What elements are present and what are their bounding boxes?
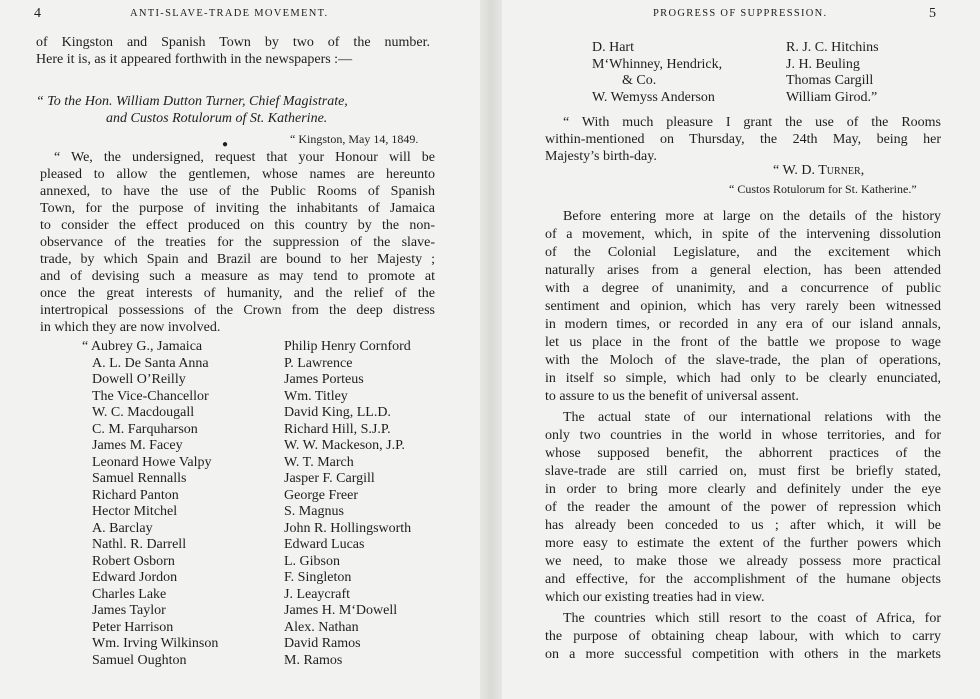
paragraph-line: has already been conceded to us ; after which, it will be <box>545 518 941 533</box>
signatory-name: W. C. Macdougall <box>92 405 195 420</box>
petition-line: pleased to allow the gentlemen, whose names are hereunto <box>40 167 435 182</box>
paragraph-line: the purpose of obtaining cheap labour, with which to carry <box>545 629 941 644</box>
signatory-name: Thomas Cargill <box>786 73 874 88</box>
paragraph-line: in itself so simple, which had only to be clearly enunciated, <box>545 371 941 386</box>
paragraph-line: naturally arises from a general election, has been attended <box>545 263 941 278</box>
text-line: of Kingston and Spanish Town by two of the number. <box>36 35 430 50</box>
signatory-name: William Girod.” <box>786 89 878 105</box>
signatory-name: Wm. Irving Wilkinson <box>92 636 219 651</box>
petition-line: in which they are now involved. <box>40 320 221 335</box>
text-line: Here it is, as it appeared forthwith in the newspapers :— <box>36 52 353 67</box>
signatory-name: Edward Jordon <box>92 570 178 585</box>
paragraph-line: sentiment and opinion, which has very rarely been witnessed <box>545 299 941 314</box>
signatory-name: D. Hart <box>592 40 634 55</box>
paragraph-line: only two countries in the world in whose territories, and for <box>545 428 941 443</box>
running-head: ANTI-SLAVE-TRADE MOVEMENT. <box>130 8 329 19</box>
reply-signature: “ W. D. Turner, <box>773 163 865 178</box>
paragraph-line: in order to bring more clearly and definitely under the eye <box>545 482 941 497</box>
signatory-name: M. Ramos <box>284 652 343 668</box>
signatory-name: George Freer <box>284 487 358 503</box>
signatory-name: Samuel Oughton <box>92 652 187 668</box>
paragraph-line: The countries which still resort to the coast of Africa, for <box>563 611 941 626</box>
petition-line: once the great interests of humanity, and the relief of the <box>40 286 435 301</box>
address-line: “ To the Hon. William Dutton Turner, Chief Magistrate, <box>36 94 348 109</box>
signatory-name: Dowell O’Reilly <box>92 372 186 387</box>
paragraph-line: with the Moloch of the slave-trade, the plan of operations, <box>545 353 941 368</box>
petition-line: and of devising such a measure as may tend to promote at <box>40 269 435 284</box>
book-gutter <box>480 0 502 699</box>
signatory-name: Robert Osborn <box>92 553 175 569</box>
decorative-mark: ● <box>222 139 229 150</box>
running-head: PROGRESS OF SUPPRESSION. <box>653 8 828 19</box>
signatory-name: A. L. De Santa Anna <box>92 355 209 371</box>
paragraph-line: let us place in the front of the battle we propose to wage <box>545 335 941 350</box>
signatory-name: Nathl. R. Darrell <box>92 537 187 552</box>
signatory-name: F. Singleton <box>284 570 352 585</box>
signatory-name: David Ramos <box>284 636 361 651</box>
signatory-name: Edward Lucas <box>284 537 365 552</box>
paragraph-line: more easy to estimate the extent of the further powers which <box>545 536 941 551</box>
reply-title: “ Custos Rotulorum for St. Katherine.” <box>729 182 917 196</box>
signatory-name: Alex. Nathan <box>284 619 359 635</box>
paragraph-line: of a movement, which, in spite of the intervening dissolution <box>545 227 941 242</box>
paragraph-line: we need, to make those we already possess more practical <box>545 554 941 569</box>
right-page <box>505 0 980 699</box>
signatory-name: Richard Hill, S.J.P. <box>284 421 391 437</box>
signatory-name: James H. M‘Dowell <box>284 603 398 618</box>
signatory-name: W. Wemyss Anderson <box>592 89 715 105</box>
signatory-name: Charles Lake <box>92 586 167 602</box>
petition-line: to consider the effect produced on this country by the non- <box>40 218 435 233</box>
petition-line: observance of the treaties for the suppression of the slave- <box>40 235 435 250</box>
signatory-name: Philip Henry Cornford <box>284 339 411 354</box>
paragraph-line: and effective, for the accomplishment of the humane objects <box>545 572 941 587</box>
signatory-name: Peter Harrison <box>92 619 174 635</box>
signatory-name: Samuel Rennalls <box>92 471 187 486</box>
signatory-name: W. T. March <box>284 454 354 470</box>
petition-line: “ We, the undersigned, request that your Honour will be <box>54 150 435 165</box>
signatory-name: L. Gibson <box>284 553 340 569</box>
signatory-name: David King, LL.D. <box>284 405 391 420</box>
reply-line: within-mentioned on Thursday, the 24th May, being her <box>545 132 941 147</box>
reply-line: Majesty’s birth-day. <box>545 149 657 164</box>
left-page <box>0 0 475 699</box>
signatory-name: A. Barclay <box>92 520 153 536</box>
page-number: 4 <box>34 6 41 21</box>
signatory-name: C. M. Farquharson <box>92 421 198 437</box>
dateline: “ Kingston, May 14, 1849. <box>290 132 419 146</box>
signatory-name: & Co. <box>622 73 657 88</box>
paragraph-line: of the reader the amount of the power of repression which <box>545 500 941 515</box>
paragraph-line: with a degree of unanimity, and a concurrence of public <box>545 281 941 296</box>
signatory-name: “ Aubrey G., Jamaica <box>82 339 203 354</box>
page-number: 5 <box>929 6 936 21</box>
signatory-name: Wm. Titley <box>284 388 348 404</box>
signatory-name: Jasper F. Cargill <box>284 471 375 486</box>
petition-line: trade, by which Spain and Brazil are bound to her Majesty ; <box>40 252 435 267</box>
signatory-name: J. Leaycraft <box>284 586 351 602</box>
petition-line: annexed, to have the use of the Public Rooms of Spanish <box>40 184 435 199</box>
paragraph-line: whose supposed benefit, the abhorrent practices of the <box>545 446 941 461</box>
petition-line: Town, for the purpose of inviting the inhabitants of Jamaica <box>40 201 435 216</box>
signatory-name: M‘Whinney, Hendrick, <box>592 56 723 72</box>
signatory-name: Leonard Howe Valpy <box>92 454 212 470</box>
paragraph-line: in modern times, or recorded in any era of our island annals, <box>545 317 941 332</box>
signatory-name: R. J. C. Hitchins <box>786 40 879 55</box>
paragraph-line: slave-trade are still carried on, must first be briefly stated, <box>545 464 941 479</box>
reply-line: “ With much pleasure I grant the use of the Rooms <box>563 115 941 130</box>
signatory-name: James Porteus <box>284 372 364 387</box>
signatory-name: S. Magnus <box>284 504 344 519</box>
petition-line: intertropical possessions of the Crown from the deep distress <box>40 303 435 318</box>
paragraph-line: The actual state of our international relations with the <box>563 410 941 425</box>
paragraph-line: on a more successful competition with others in the markets <box>545 647 941 662</box>
signatory-name: P. Lawrence <box>284 355 353 371</box>
signatory-name: W. W. Mackeson, J.P. <box>284 438 405 453</box>
paragraph-line: Before entering more at large on the details of the history <box>563 209 941 224</box>
signatory-name: John R. Hollingsworth <box>284 520 412 536</box>
address-line: and Custos Rotulorum of St. Katherine. <box>106 111 328 126</box>
signatory-name: J. H. Beuling <box>786 56 860 72</box>
signatory-name: James M. Facey <box>92 438 183 453</box>
signatory-name: Hector Mitchel <box>92 504 178 519</box>
signatory-name: Richard Panton <box>92 487 179 503</box>
signatory-name: The Vice-Chancellor <box>92 388 209 404</box>
signatory-name: James Taylor <box>92 603 166 618</box>
paragraph-line: to assure to us the benefit of universal assent. <box>545 389 799 404</box>
paragraph-line: which our existing treaties had in view. <box>545 590 765 605</box>
paragraph-line: of the Colonial Legislature, and the excitement which <box>545 245 941 260</box>
